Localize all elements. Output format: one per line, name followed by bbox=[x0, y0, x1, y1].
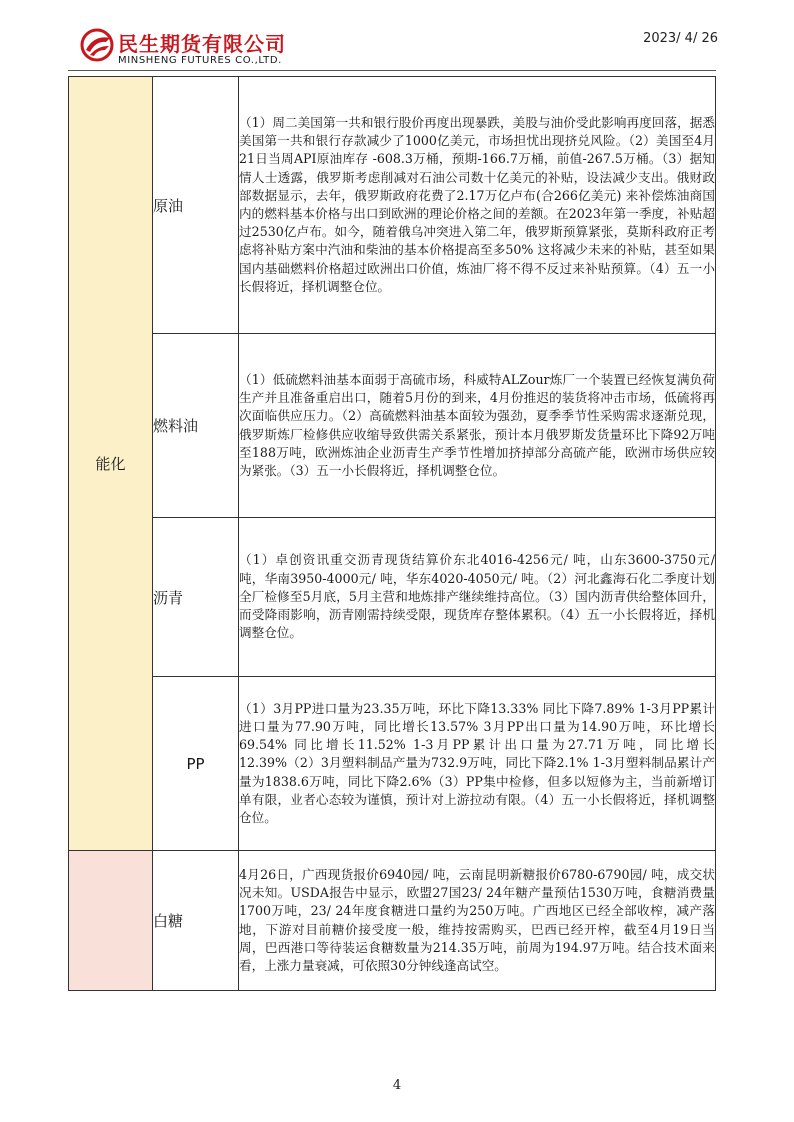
product-cell: 沥青 bbox=[153, 518, 239, 677]
product-cell: PP bbox=[153, 677, 239, 851]
commentary-cell: （1）3月PP进口量为23.35万吨，环比下降13.33% 同比下降7.89% 1-3月PP累计进口量为77.90万吨，同比增长13.57% 3月PP出口量为14.90万吨，环比增长69.54% 同比增长11.52% 1-3月PP累计出口量为27.71万吨，同比增长12.39%（2）3月塑料制品产量为732.9万吨，同比下降2.1% 1-3月塑料制品累计产量为1838.6万吨，同比下降2.6%（3）PP集中检修，但多以短修为主，当前新增订单有限，业者心态较为谨慎，预计对上游拉动有限。（4）五一小长假将近，择机调整仓位。 bbox=[239, 677, 716, 851]
table-row bbox=[69, 518, 716, 677]
table-row bbox=[69, 851, 716, 991]
product-cell: 原油 bbox=[153, 77, 239, 334]
report-date: 2023/ 4/ 26 bbox=[643, 31, 718, 46]
page-number: 4 bbox=[392, 1078, 402, 1093]
table-row bbox=[69, 334, 716, 518]
minsheng-logo-icon bbox=[80, 28, 114, 62]
commentary-cell: （1）周二美国第一共和银行股价再度出现暴跌，美股与油价受此影响再度回落，据悉美国第一共和银行存款减少了1000亿美元，市场担忧出现挤兑风险。（2）美国至4月21日当周API原油库存 -608.3万桶，预期-166.7万桶，前值-267.5万桶。（3）据知情人士透露，俄罗斯考虑削减对石油公司数十亿美元的补贴，设法减少支出。俄财政部数据显示，去年，俄罗斯政府花费了2.17万亿卢布(合266亿美元) 来补偿炼油商国内的燃料基本价格与出口到欧洲的理论价格之间的差额。在2023年第一季度，补贴超过2530亿卢布。如今，随着俄乌冲突进入第二年，俄罗斯预算紧张，莫斯科政府正考虑将补贴方案中汽油和柴油的基本价格提高至多50% 这将减少未来的补贴，甚至如果国内基础燃料价格超过欧洲出口价值，炼油厂将不得不反过来补贴预算。（4）五一小长假将近，择机调整仓位。 bbox=[239, 77, 716, 334]
page-header bbox=[68, 22, 718, 70]
header-divider bbox=[68, 70, 716, 71]
category-cell: 能化 bbox=[69, 77, 153, 851]
commentary-cell: （1）低硫燃料油基本面弱于高硫市场，科威特ALZour炼厂一个装置已经恢复满负荷生产并且准备重启出口，随着5月份的到来，4月份推迟的装货将冲击市场，低硫将再次面临供应压力。（2）高硫燃料油基本面较为强劲，夏季季节性采购需求逐渐兑现，俄罗斯炼厂检修供应收缩导致供需关系紧张，预计本月俄罗斯发货量环比下降92万吨至188万吨，欧洲炼油企业沥青生产季节性增加挤掉部分高硫产能，欧洲市场供应较为紧张。（3）五一小长假将近，择机调整仓位。 bbox=[239, 334, 716, 518]
product-cell: 燃料油 bbox=[153, 334, 239, 518]
commentary-cell: （1）卓创资讯重交沥青现货结算价东北4016-4256元/ 吨，山东3600-3750元/ 吨，华南3950-4000元/ 吨，华东4020-4050元/ 吨。（2）河北鑫海石化二季度计划全厂检修至5月底，5月主营和地炼排产继续维持高位。（3）国内沥青供给整体回升，而受降雨影响，沥青刚需持续受限，现货库存整体累积。（4）五一小长假将近，择机调整仓位。 bbox=[239, 518, 716, 677]
product-cell: 白糖 bbox=[153, 851, 239, 991]
commentary-cell: 4月26日，广西现货报价6940园/ 吨，云南昆明新糖报价6780-6790园/ 吨，成交状况未知。USDA报告中显示，欧盟27国23/ 24年糖产量预估1530万吨，食糖消费量1700万吨，23/ 24年度食糖进口量约为250万吨。广西地区已经全部收榨，减产落地，下游对目前糖价接受度一般，维持按需购买，巴西已经开榨，截至4月19日当周，巴西港口等待装运食糖数量为214.35万吨，前周为194.97万吨。结合技术面来看，上涨力量衰减，可依照30分钟线逢高试空。 bbox=[239, 851, 716, 991]
table-row bbox=[69, 77, 716, 334]
company-name-cn: 民生期货有限公司 bbox=[118, 32, 286, 56]
commodity-table bbox=[68, 76, 716, 991]
company-name-en: MINSHENG FUTURES CO.,LTD. bbox=[118, 55, 282, 66]
category-cell bbox=[69, 851, 153, 991]
table-row bbox=[69, 677, 716, 851]
